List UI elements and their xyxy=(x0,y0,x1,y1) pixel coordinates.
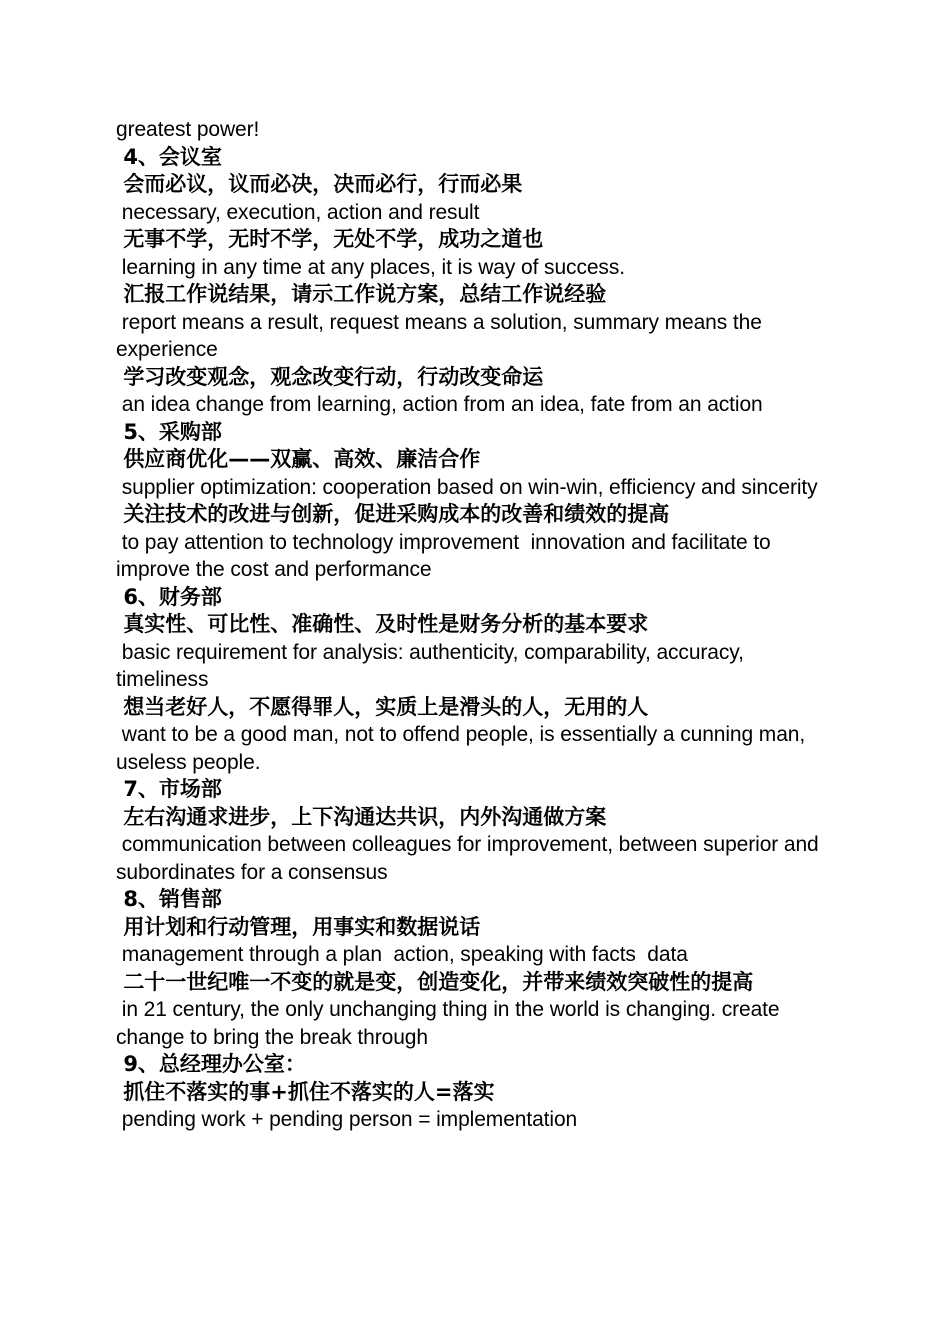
english-translation: management through a plan action, speaking with facts data xyxy=(116,943,688,966)
chinese-slogan: 抓住不落实的事+抓住不落实的人=落实 xyxy=(116,1079,495,1104)
chinese-slogan: 真实性、可比性、准确性、及时性是财务分析的基本要求 xyxy=(116,612,649,636)
chinese-slogan: 汇报工作说结果，请示工作说方案，总结工作说经验 xyxy=(116,282,607,306)
english-translation: communication between colleagues for improvement, between superior and subordinates for a consensus xyxy=(116,833,825,884)
chinese-slogan: 关注技术的改进与创新，促进采购成本的改善和绩效的提高 xyxy=(116,502,670,526)
english-translation: to pay attention to technology improvement innovation and facilitate to improve the cost and performance xyxy=(116,530,777,581)
section-heading-finance: 6、财务部 xyxy=(116,584,222,609)
section-heading-sales: 8、销售部 xyxy=(116,887,222,911)
section-heading-meeting-room: 4、会议室 xyxy=(116,144,222,169)
english-translation: report means a result, request means a solution, summary means the experience xyxy=(116,310,768,361)
english-translation: want to be a good man, not to offend people, is essentially a cunning man, useless people. xyxy=(116,723,811,774)
english-translation: supplier optimization: cooperation based on win-win, efficiency and sincerity xyxy=(116,475,818,499)
chinese-slogan: 学习改变观念，观念改变行动，行动改变命运 xyxy=(116,364,544,389)
chinese-slogan: 二十一世纪唯一不变的就是变，创造变化，并带来绩效突破性的提高 xyxy=(116,969,754,994)
english-translation: learning in any time at any places, it is way of success. xyxy=(116,255,625,279)
english-translation: in 21 century, the only unchanging thing in the world is changing. create change to bring the break through xyxy=(116,998,786,1049)
section-heading-gm-office: 9、总经理办公室： xyxy=(116,1052,306,1076)
section-heading-marketing: 7、市场部 xyxy=(116,777,222,801)
english-translation: an idea change from learning, action from an idea, fate from an action xyxy=(116,393,763,416)
section-heading-purchasing: 5、采购部 xyxy=(116,419,222,444)
english-translation: basic requirement for analysis: authenticity, comparability, accuracy, timeliness xyxy=(116,640,750,691)
text-line: greatest power! xyxy=(116,118,260,141)
chinese-slogan: 用计划和行动管理，用事实和数据说话 xyxy=(116,914,481,939)
document-page xyxy=(116,116,836,1134)
english-translation: necessary, execution, action and result xyxy=(116,200,480,224)
chinese-slogan: 左右沟通求进步，上下沟通达共识，内外沟通做方案 xyxy=(116,804,607,829)
english-translation: pending work + pending person = implementation xyxy=(116,1108,578,1131)
chinese-slogan: 想当老好人，不愿得罪人，实质上是滑头的人，无用的人 xyxy=(116,694,649,719)
chinese-slogan: 无事不学，无时不学，无处不学，成功之道也 xyxy=(116,227,544,251)
chinese-slogan: 供应商优化——双赢、高效、廉洁合作 xyxy=(116,447,481,471)
chinese-slogan: 会而必议，议而必决，决而必行，行而必果 xyxy=(116,172,523,196)
